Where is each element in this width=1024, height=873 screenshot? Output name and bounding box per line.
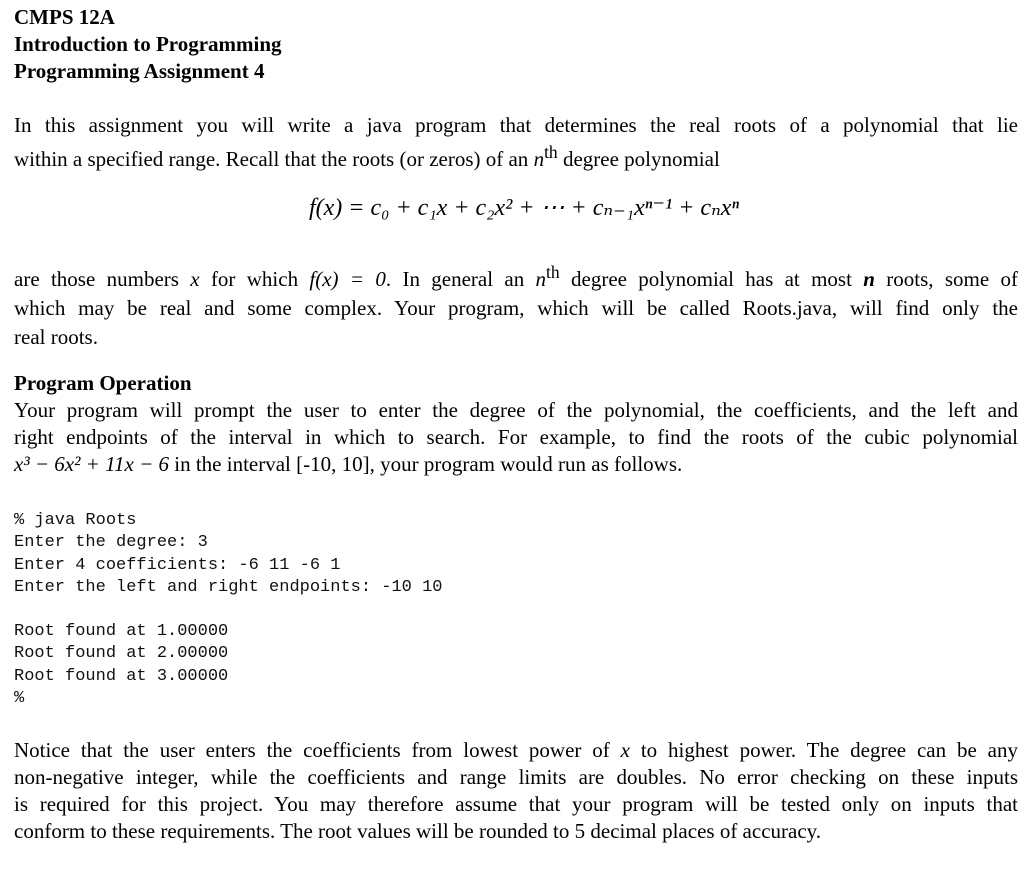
roots-definition-paragraph	[14, 258, 1018, 352]
th-superscript: th	[544, 142, 558, 162]
operation-paragraph	[14, 397, 1018, 478]
definition-line: real roots.	[14, 325, 98, 349]
console-line: % java Roots	[14, 511, 137, 530]
n-variable: n	[533, 147, 545, 171]
console-line: Enter the left and right endpoints: -10 10	[14, 577, 443, 597]
section-heading-program-operation: Program Operation	[14, 371, 192, 395]
console-input-block	[14, 510, 442, 599]
notice-line: Notice that the user enters the coefficients from lowest power of x to highest power. The degree can be any	[14, 738, 1019, 762]
notice-line: conform to these requirements. The root values will be rounded to 5 decimal places of accuracy.	[14, 819, 822, 843]
console-line: Root found at 1.00000	[14, 622, 229, 641]
operation-line: x³ − 6x² + 11x − 6 in the interval [-10, 10], your program would run as follows.	[14, 452, 683, 476]
intro-line: In this assignment you will write a java program that determines the real roots of a polynomial that lie	[14, 113, 1018, 137]
console-output-block	[14, 621, 228, 710]
console-line: Root found at 2.00000	[14, 644, 229, 664]
operation-line: right endpoints of the interval in which to search. For example, to find the roots of the cubic polynomial	[14, 425, 1018, 449]
notice-paragraph	[14, 737, 1018, 845]
intro-line: within a specified range. Recall that the roots (or zeros) of an $n^{th}$ degree polynomial	[14, 142, 720, 171]
document-page	[14, 0, 1019, 843]
document-header	[14, 4, 1018, 85]
operation-line: Your program will prompt the user to enter the degree of the polynomial, the coefficients, and the left and	[14, 398, 1018, 422]
definition-line: which may be real and some complex. Your program, which will be called Roots.java, will find only the	[14, 296, 1018, 320]
polynomial-formula: f(x) = c₀ + c₁x + c₂x² + ⋯ + cₙ₋₁xⁿ⁻¹ + cₙxⁿ	[308, 195, 740, 221]
cubic-polynomial: x³ − 6x² + 11x − 6	[14, 452, 170, 476]
definition-line: are those numbers x for which f(x) = 0. In general an $n^{th}$ degree polynomial has at most n roots, some of	[14, 262, 1018, 291]
course-title: Introduction to Programming	[14, 32, 282, 56]
console-line: %	[14, 688, 25, 708]
fx-equation: f(x) = 0	[309, 267, 386, 291]
course-code: CMPS 12A	[14, 5, 115, 29]
console-line: Root found at 3.00000	[14, 666, 229, 686]
console-line: Enter 4 coefficients: -6 11 -6 1	[14, 555, 341, 575]
console-line: Enter the degree: 3	[14, 533, 208, 553]
notice-line: is required for this project. You may therefore assume that your program will be tested only on inputs that	[14, 792, 1018, 816]
intro-paragraph	[14, 112, 1018, 173]
notice-line: non-negative integer, while the coefficients and range limits are doubles. No error checking on these inputs	[14, 765, 1018, 789]
assignment-title: Programming Assignment 4	[14, 59, 265, 83]
